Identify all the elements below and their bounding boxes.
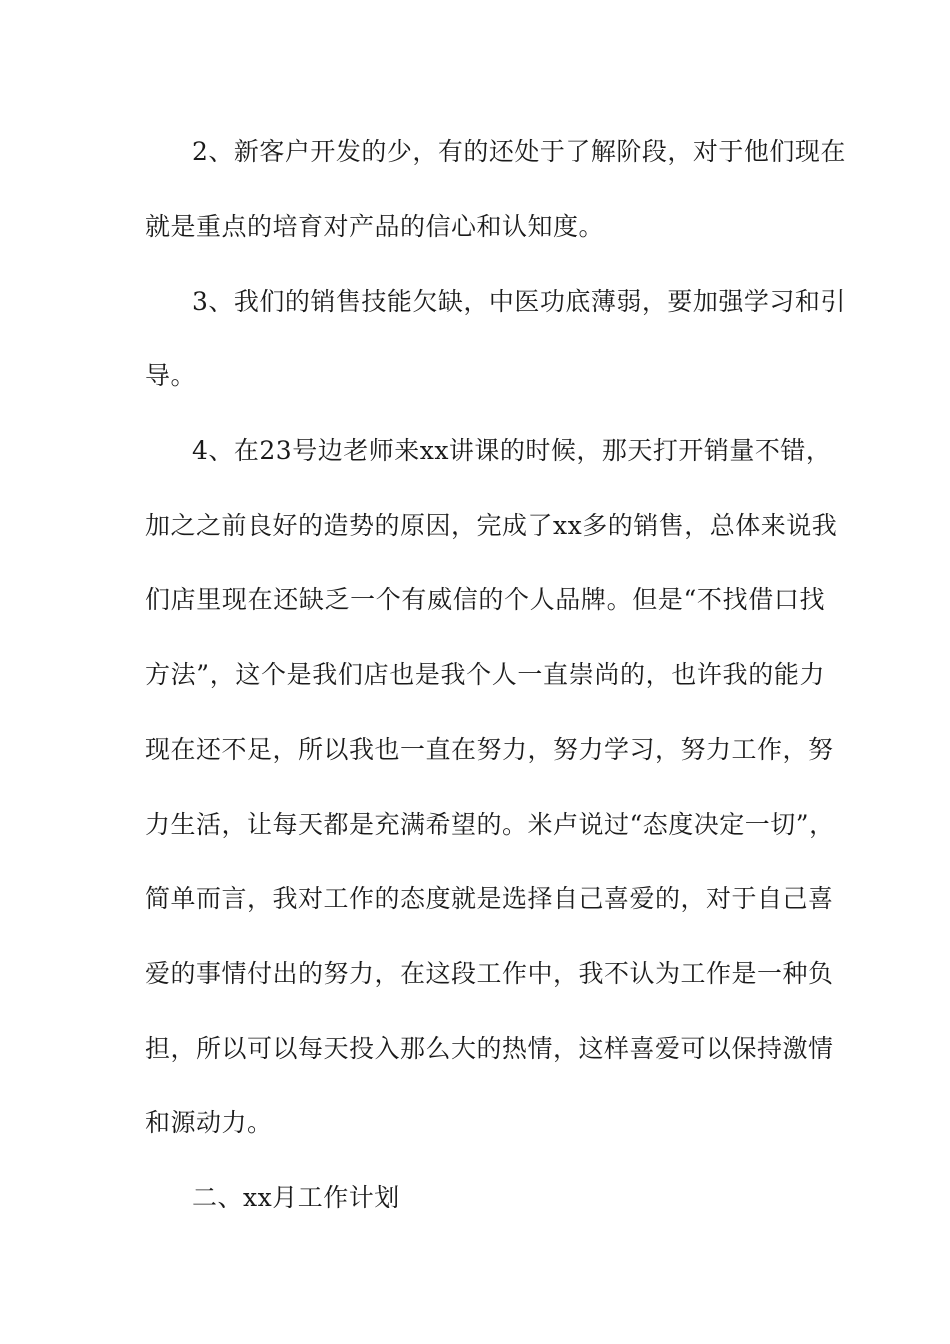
paragraph-4-line-3: 们店里现在还缺乏一个有威信的个人品牌。但是“不找借口找 bbox=[145, 585, 825, 614]
section-heading: 二、xx月工作计划 bbox=[192, 1183, 400, 1212]
paragraph-4-line-10: 和源动力。 bbox=[145, 1108, 273, 1137]
paragraph-4-line-6: 力生活，让每天都是充满希望的。米卢说过“态度决定一切”， bbox=[145, 810, 835, 839]
paragraph-4-line-2: 加之之前良好的造势的原因，完成了xx多的销售，总体来说我 bbox=[145, 511, 838, 540]
paragraph-4-line-7: 简单而言，我对工作的态度就是选择自己喜爱的，对于自己喜 bbox=[145, 884, 834, 913]
paragraph-2-line-2: 就是重点的培育对产品的信心和认知度。 bbox=[145, 212, 605, 241]
paragraph-4-line-9: 担，所以可以每天投入那么大的热情，这样喜爱可以保持激情 bbox=[145, 1034, 834, 1063]
paragraph-4-line-5: 现在还不足，所以我也一直在努力，努力学习，努力工作，努 bbox=[145, 735, 834, 764]
paragraph-3-line-2: 导。 bbox=[145, 361, 197, 390]
paragraph-4-line-1: 4、在23号边老师来xx讲课的时候，那天打开销量不错， bbox=[192, 436, 832, 465]
paragraph-4-line-4: 方法”，这个是我们店也是我个人一直崇尚的，也许我的能力 bbox=[145, 660, 825, 689]
paragraph-4-line-8: 爱的事情付出的努力，在这段工作中，我不认为工作是一种负 bbox=[145, 959, 834, 988]
paragraph-3-line-1: 3、我们的销售技能欠缺，中医功底薄弱，要加强学习和引 bbox=[192, 287, 846, 316]
paragraph-2-line-1: 2、新客户开发的少，有的还处于了解阶段，对于他们现在 bbox=[192, 137, 846, 166]
